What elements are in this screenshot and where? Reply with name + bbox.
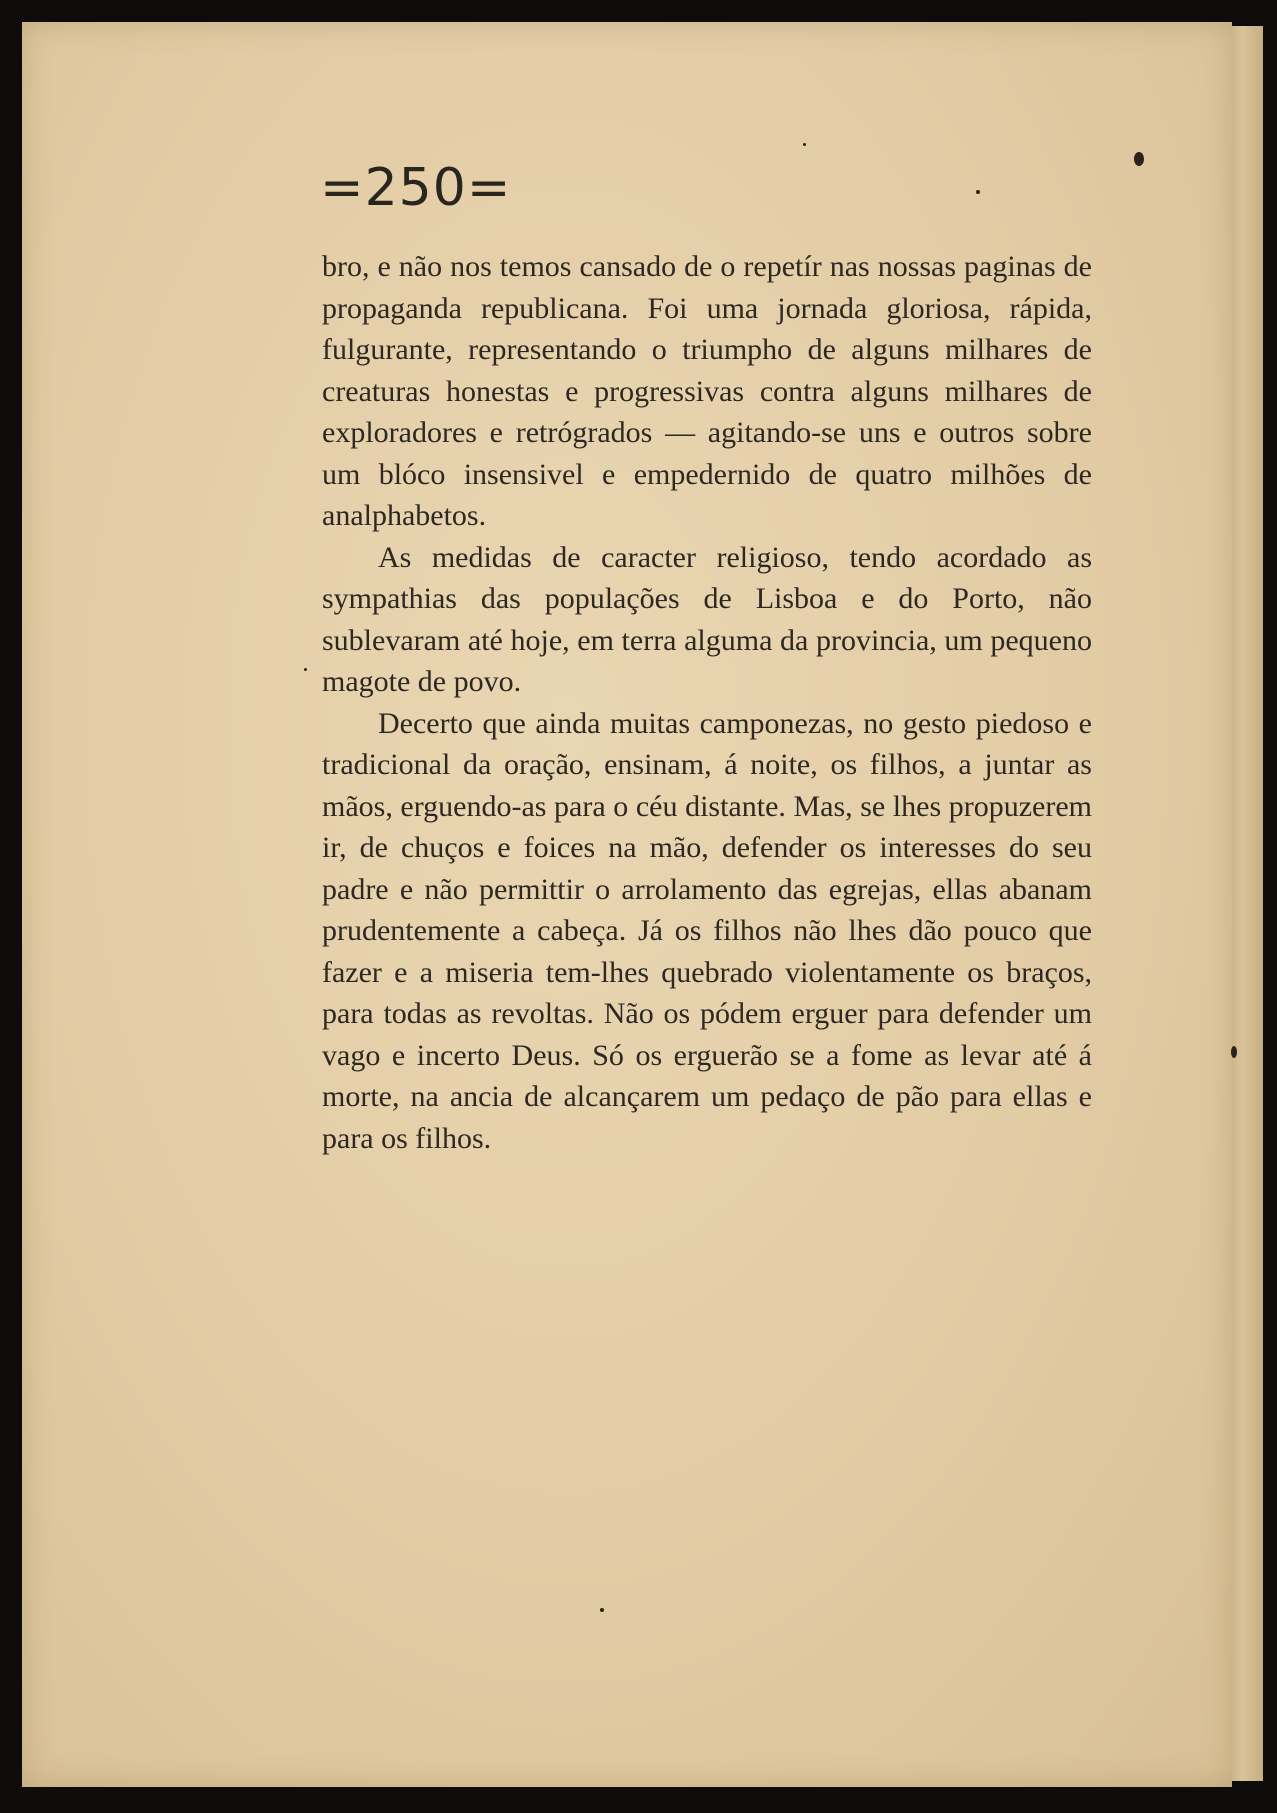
ink-speck bbox=[976, 190, 980, 194]
page-number: =250= bbox=[320, 158, 512, 218]
next-page-edge bbox=[1228, 26, 1263, 1781]
ink-speck bbox=[304, 668, 307, 671]
ink-speck bbox=[600, 1608, 604, 1612]
paragraph-1: bro, e não nos temos cansado de o repetír nas nossas paginas de propaganda republicana. Foi uma jornada gloriosa, rápida, fulgurante, representando o triumpho de alguns milhares de creaturas honestas e progressivas contra alguns milhares de exploradores e retrógrados — agitando-se uns e outros sobre um blóco insensivel e empedernido de quatro milhões de analphabetos. bbox=[322, 250, 1092, 532]
ink-speck bbox=[803, 143, 806, 146]
ink-speck bbox=[1134, 152, 1144, 166]
body-text bbox=[322, 246, 1092, 1159]
ink-speck bbox=[1231, 1046, 1237, 1058]
paragraph-3: Decerto que ainda muitas camponezas, no gesto piedoso e tradicional da oração, ensinam, á noite, os filhos, a juntar as mãos, erguendo-as para o céu distante. Mas, se lhes propuzerem ir, de chuços e foices na mão, defender os interesses do seu padre e não permittir o arrolamento das egrejas, ellas abanam prudentemente a cabeça. Já os filhos não lhes dão pouco que fazer e a miseria tem-lhes quebrado violentamente os braços, para todas as revoltas. Não os pódem erguer para defender um vago e incerto Deus. Só os erguerão se a fome as levar até á morte, na ancia de alcançarem um pedaço de pão para ellas e para os filhos. bbox=[322, 706, 1092, 1155]
paragraph-2: As medidas de caracter religioso, tendo acordado as sympathias das populações de Lisboa e do Porto, não sublevaram até hoje, em terra alguma da provincia, um pequeno magote de povo. bbox=[322, 540, 1092, 698]
